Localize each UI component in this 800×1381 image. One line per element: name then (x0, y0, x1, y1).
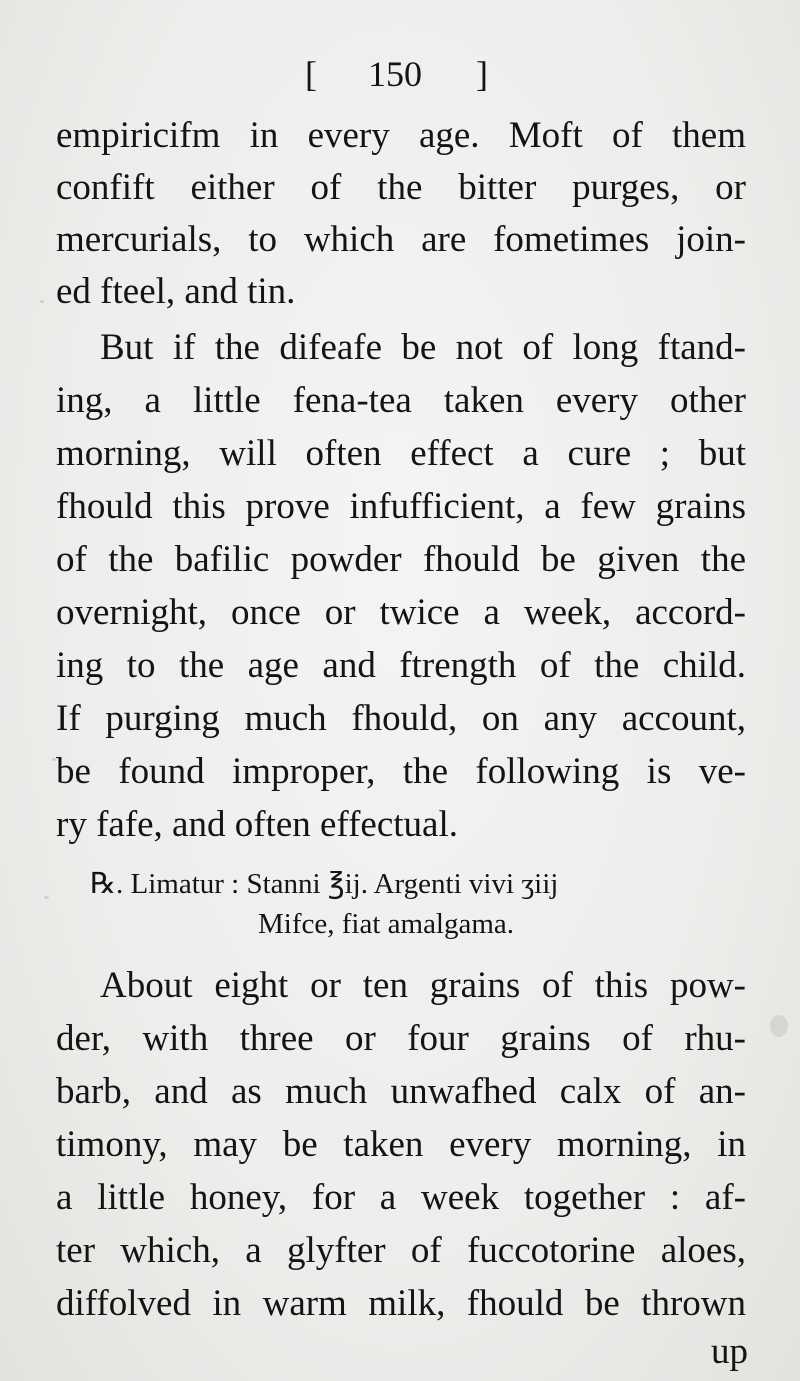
text-line: ed fteel, and tin. (56, 271, 296, 312)
text-line: But if the difeafe be not of long ftand- (100, 327, 746, 368)
text-line: overnight, once or twice a week, accord- (56, 592, 746, 633)
print-speck (44, 896, 49, 899)
text-line: ing to the age and ftrength of the child. (56, 645, 746, 686)
page-stain (770, 1015, 788, 1037)
text-line: of the bafilic powder fhould be given the (56, 539, 746, 580)
text-line: barb, and as much unwafhed calx of an- (56, 1071, 746, 1112)
text-line: der, with three or four grains of rhu- (56, 1018, 746, 1059)
text-line: timony, may be taken every morning, in (56, 1124, 746, 1165)
text-line: morning, will often effect a cure ; but (56, 433, 746, 474)
text-line: ing, a little fena-tea taken every other (56, 380, 746, 421)
page-bracket-open: [ (305, 54, 317, 94)
text-line: If purging much fhould, on any account, (56, 698, 746, 739)
catchword: up (711, 1331, 748, 1372)
print-speck (40, 300, 44, 303)
text-line: ry fafe, and often effectual. (56, 804, 458, 845)
page-header (0, 50, 800, 98)
page-bracket-close: ] (476, 54, 488, 94)
text-line: ter which, a glyfter of fuccotorine aloes, (56, 1230, 746, 1271)
text-line: About eight or ten grains of this pow- (100, 965, 746, 1006)
recipe-line: Mifce, fiat amalgama. (258, 908, 515, 940)
text-line: diffolved in warm milk, fhould be thrown (56, 1283, 746, 1324)
text-line: be found improper, the following is ve- (56, 751, 746, 792)
page-number: 150 (368, 54, 422, 94)
recipe-line: ℞. Limatur : Stanni ℥ij. Argenti vivi ʒiij (90, 868, 559, 900)
text-line: fhould this prove infufficient, a few grains (56, 486, 746, 527)
text-line: a little honey, for a week together : af- (56, 1177, 746, 1218)
text-line: mercurials, to which are fometimes join- (56, 219, 746, 260)
text-line: confift either of the bitter purges, or (56, 167, 746, 208)
text-line: empiricifm in every age. Moft of them (56, 115, 746, 156)
